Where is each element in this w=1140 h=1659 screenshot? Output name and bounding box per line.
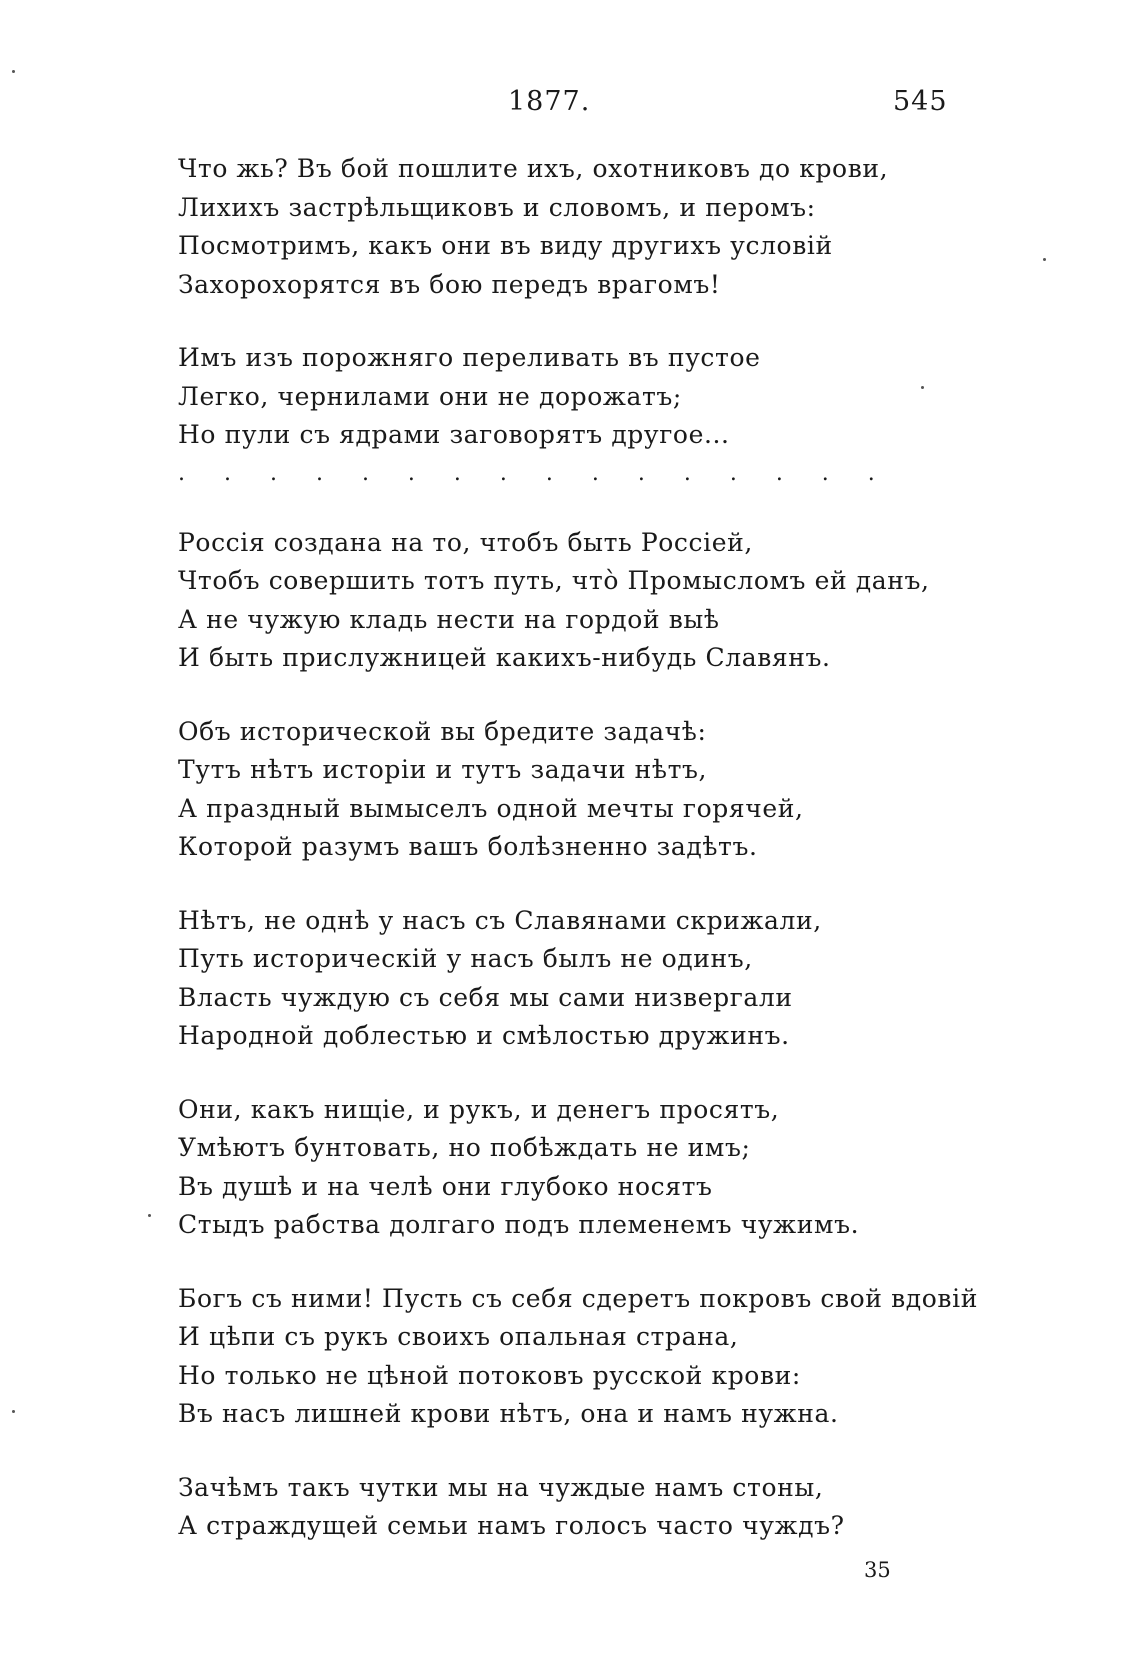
poem-line: Лихихъ застрѣльщиковъ и словомъ, и перомъ: <box>178 192 816 222</box>
poem-line: Тутъ нѣтъ исторіи и тутъ задачи нѣтъ, <box>178 755 708 784</box>
page-number: 545 <box>893 86 948 117</box>
poem-line: И цѣпи съ рукъ своихъ опальная страна, <box>178 1322 739 1351</box>
poem-line: Но только не цѣной потоковъ русской крови: <box>178 1360 801 1390</box>
scan-speck <box>12 70 15 73</box>
stanza <box>178 150 978 304</box>
stanza <box>178 524 978 678</box>
poem-line: Что жь? Въ бой пошлите ихъ, охотниковъ до крови, <box>178 154 889 183</box>
poem-line: А праздный вымыселъ одной мечты горячей, <box>178 793 804 823</box>
poem-line: Имъ изъ порожняго переливать въ пустое <box>178 343 761 372</box>
poem-line: Власть чуждую съ себя мы сами низвергали <box>178 982 793 1012</box>
poem-body <box>178 150 978 1581</box>
poem-line: Въ насъ лишней крови нѣтъ, она и намъ нужна. <box>178 1399 839 1428</box>
poem-line: Путь историческій у насъ былъ не одинъ, <box>178 944 753 973</box>
poem-line: Стыдъ рабства долгаго подъ племенемъ чужимъ. <box>178 1210 860 1239</box>
running-head <box>0 86 1140 126</box>
stanza <box>178 1469 978 1546</box>
stanza <box>178 713 978 867</box>
poem-line: Они, какъ нищіе, и рукъ, и денегъ просятъ, <box>178 1094 780 1124</box>
poem-line: Но пули съ ядрами заговорятъ другое... <box>178 420 730 449</box>
poem-line: Легко, чернилами они не дорожатъ; <box>178 381 682 411</box>
poem-line: Россія создана на то, чтобъ быть Россіей, <box>178 527 753 557</box>
poem-line: И быть прислужницей какихъ-нибудь Славянъ. <box>178 643 831 672</box>
poem-line: Умѣютъ бунтовать, но побѣждать не имъ; <box>178 1133 751 1162</box>
poem-line: Богъ съ ними! Пусть съ себя сдеретъ покровъ свой вдовій <box>178 1283 978 1313</box>
poem-line: Объ исторической вы бредите задачѣ: <box>178 716 707 746</box>
poem-line: Въ душѣ и на челѣ они глубоко носятъ <box>178 1171 713 1201</box>
poem-line: Народной доблестью и смѣлостью дружинъ. <box>178 1021 790 1050</box>
stanza <box>178 1091 978 1245</box>
omission-dots: . . . . . . . . . . . . . . . . <box>178 460 891 486</box>
stanza <box>178 339 978 489</box>
poem-line: Которой разумъ вашъ болѣзненно задѣтъ. <box>178 832 758 861</box>
scan-speck <box>12 1410 15 1413</box>
header-year: 1877. <box>508 86 591 117</box>
scan-speck <box>1043 258 1046 261</box>
poem-line: Посмотримъ, какъ они въ виду другихъ условій <box>178 231 833 260</box>
poem-line: Захорохорятся въ бою передъ врагомъ! <box>178 269 721 299</box>
stanza <box>178 902 978 1056</box>
poem-line: Зачѣмъ такъ чутки мы на чуждые намъ стоны, <box>178 1472 824 1502</box>
scan-speck <box>921 386 924 389</box>
stanza <box>178 1280 978 1434</box>
signature-mark: 35 <box>864 1558 891 1582</box>
poem-line: Чтобъ совершить тотъ путь, что̀ Промысломъ ей данъ, <box>178 566 930 595</box>
poem-line: А страждущей семьи намъ голосъ часто чуждъ? <box>178 1511 845 1540</box>
scan-speck <box>148 1214 151 1217</box>
poem-line: А не чужую кладь нести на гордой выѣ <box>178 604 720 634</box>
poem-line: Нѣтъ, не однѣ у насъ съ Славянами скрижали, <box>178 905 822 935</box>
